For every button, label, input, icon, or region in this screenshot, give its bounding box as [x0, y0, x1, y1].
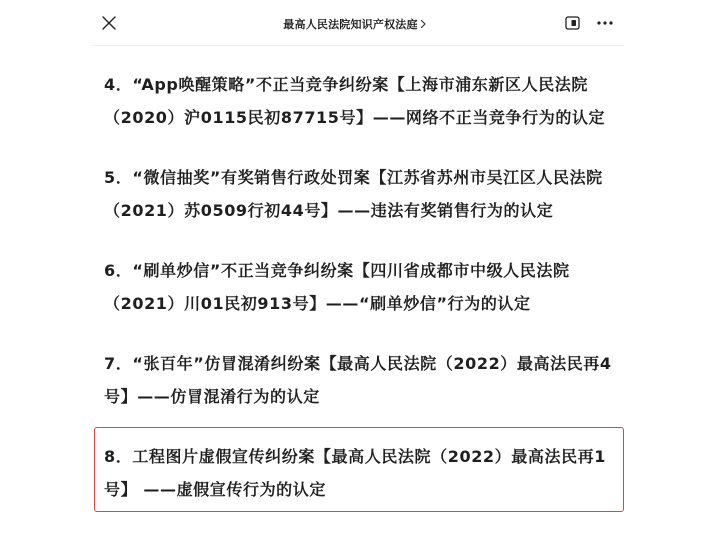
case-8-line-2: 号】 ——虚假宣传行为的认定 [104, 480, 326, 499]
case-item-7 [104, 347, 624, 413]
close-icon [102, 16, 116, 30]
account-title-button[interactable] [255, 14, 455, 34]
article-content [0, 46, 710, 533]
case-4-line-2: （2020）沪0115民初87715号】——网络不正当竞争行为的认定 [104, 108, 606, 127]
case-7-line-2: 号】——仿冒混淆行为的认定 [104, 387, 320, 406]
case-7-line-1: 7．“张百年”仿冒混淆纠纷案【最高人民法院（2022）最高法民再4 [104, 354, 612, 373]
more-options-button[interactable] [592, 12, 618, 34]
chevron-right-icon [420, 19, 427, 29]
case-5-line-1: 5．“微信抽奖”有奖销售行政处罚案【江苏省苏州市吴江区人民法院 [104, 168, 603, 187]
case-6-line-2: （2021）川01民初913号】——“刷单炒信”行为的认定 [104, 294, 531, 313]
case-4-line-1: 4．“App唤醒策略”不正当竞争纠纷案【上海市浦东新区人民法院 [104, 75, 588, 94]
minimize-window-icon [565, 16, 580, 30]
more-dots-icon [596, 20, 614, 26]
case-6-line-1: 6．“刷单炒信”不正当竞争纠纷案【四川省成都市中级人民法院 [104, 261, 570, 280]
case-item-8 [104, 440, 624, 506]
case-item-6 [104, 254, 624, 320]
close-button[interactable] [96, 10, 122, 36]
top-navigation-bar [0, 0, 710, 46]
account-title: 最高人民法院知识产权法庭 [283, 18, 418, 31]
case-item-5 [104, 161, 624, 227]
minimize-window-button[interactable] [561, 12, 583, 34]
case-5-line-2: （2021）苏0509行初44号】——违法有奖销售行为的认定 [104, 201, 554, 220]
case-8-line-1: 8．工程图片虚假宣传纠纷案【最高人民法院（2022）最高法民再1 [104, 447, 606, 466]
case-item-4 [104, 68, 624, 134]
